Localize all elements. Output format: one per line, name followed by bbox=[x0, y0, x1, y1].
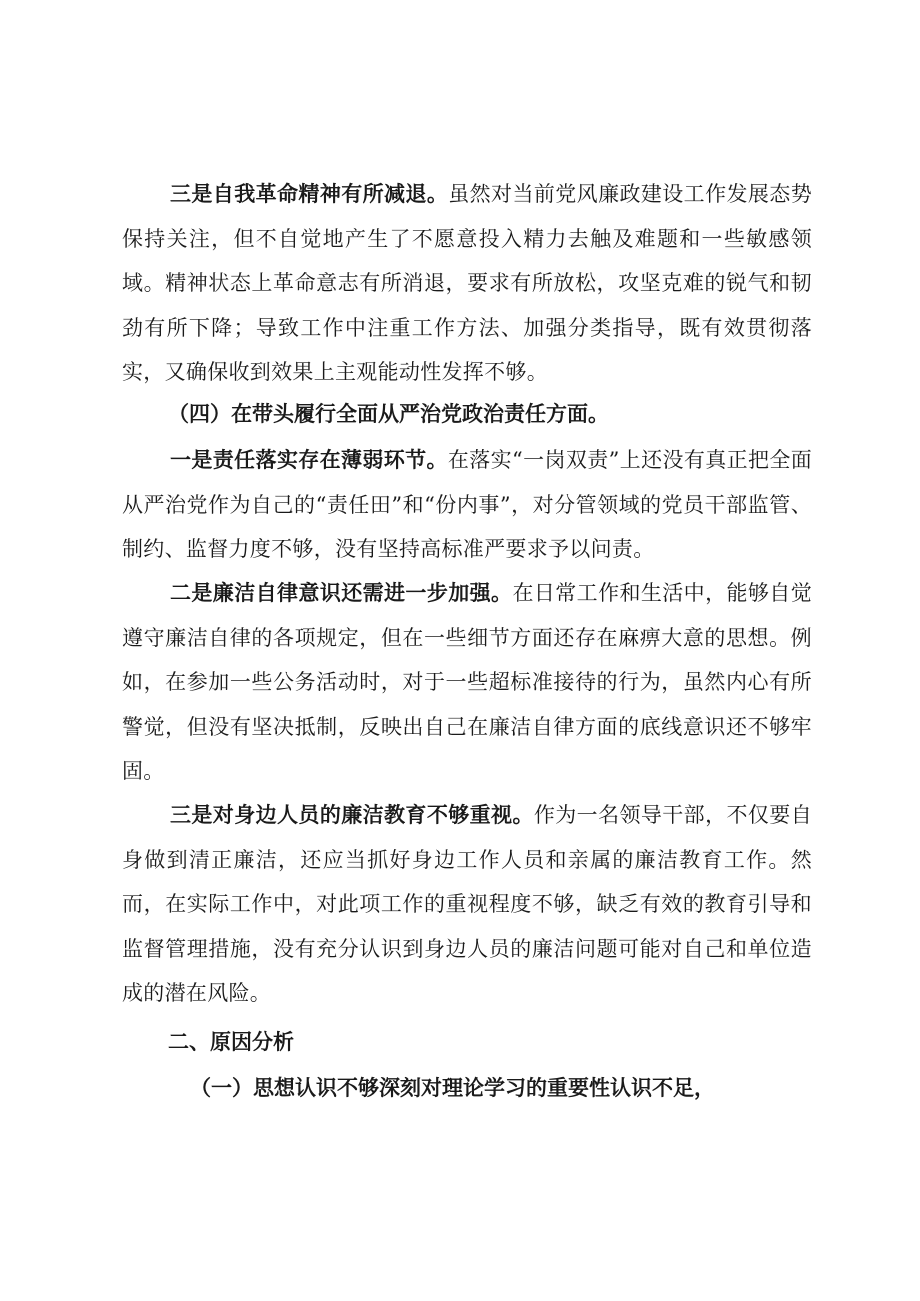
paragraph-integrity bbox=[122, 571, 812, 794]
section-heading-four: （四）在带头履行全面从严治党政治责任方面。 bbox=[168, 401, 609, 426]
paragraph-responsibility bbox=[122, 438, 812, 572]
paragraph-body: 作为一名领导干部，不仅要自身做到清正廉洁，还应当抓好身边工作人员和亲属的廉洁教育工作。然而，在实际工作中，对此项工作的重视程度不够，缺乏有效的教育引导和监督管理措施，没有充分认识到身边人员的廉洁问题可能对自己和单位造成的潜在风险。 bbox=[122, 803, 812, 1006]
paragraph-body: 在日常工作和生活中，能够自觉遵守廉洁自律的各项规定，但在一些细节方面还存在麻痹大意的思想。例如，在参加一些公务活动时，对于一些超标准接待的行为，虽然内心有所警觉，但没有坚决抵制，反映出自己在廉洁自律方面的底线意识还不够牢固。 bbox=[122, 581, 812, 784]
paragraph-body: 虽然对当前党风廉政建设工作发展态势保持关注，但不自觉地产生了不愿意投入精力去触及难题和一些敏感领域。精神状态上革命意志有所消退，要求有所放松，攻坚克难的锐气和韧劲有所下降；导致工作中注重工作方法、加强分类指导，既有效贯彻落实，又确保收到效果上主观能动性发挥不够。 bbox=[122, 182, 812, 385]
paragraph-lead: 三是对身边人员的廉洁教育不够重视。 bbox=[170, 802, 534, 827]
paragraph-body: 在落实“一岗双责”上还没有真正把全面从严治党作为自己的“责任田”和“份内事”，对分管领域的党员干部监管、制约、监督力度不够，没有坚持高标准严要求予以问责。 bbox=[122, 448, 813, 562]
section-heading-cause-analysis: 二、原因分析 bbox=[168, 1030, 294, 1054]
paragraph-staff-education bbox=[122, 793, 812, 1016]
paragraph-self-revolution bbox=[122, 172, 812, 395]
section-heading-one: （一）思想认识不够深刻对理论学习的重要性认识不足， bbox=[190, 1075, 715, 1100]
paragraph-lead: 三是自我革命精神有所减退。 bbox=[170, 181, 449, 206]
paragraph-lead: 一是责任落实存在薄弱环节。 bbox=[170, 447, 448, 472]
paragraph-lead: 二是廉洁自律意识还需进一步加强。 bbox=[170, 580, 513, 605]
